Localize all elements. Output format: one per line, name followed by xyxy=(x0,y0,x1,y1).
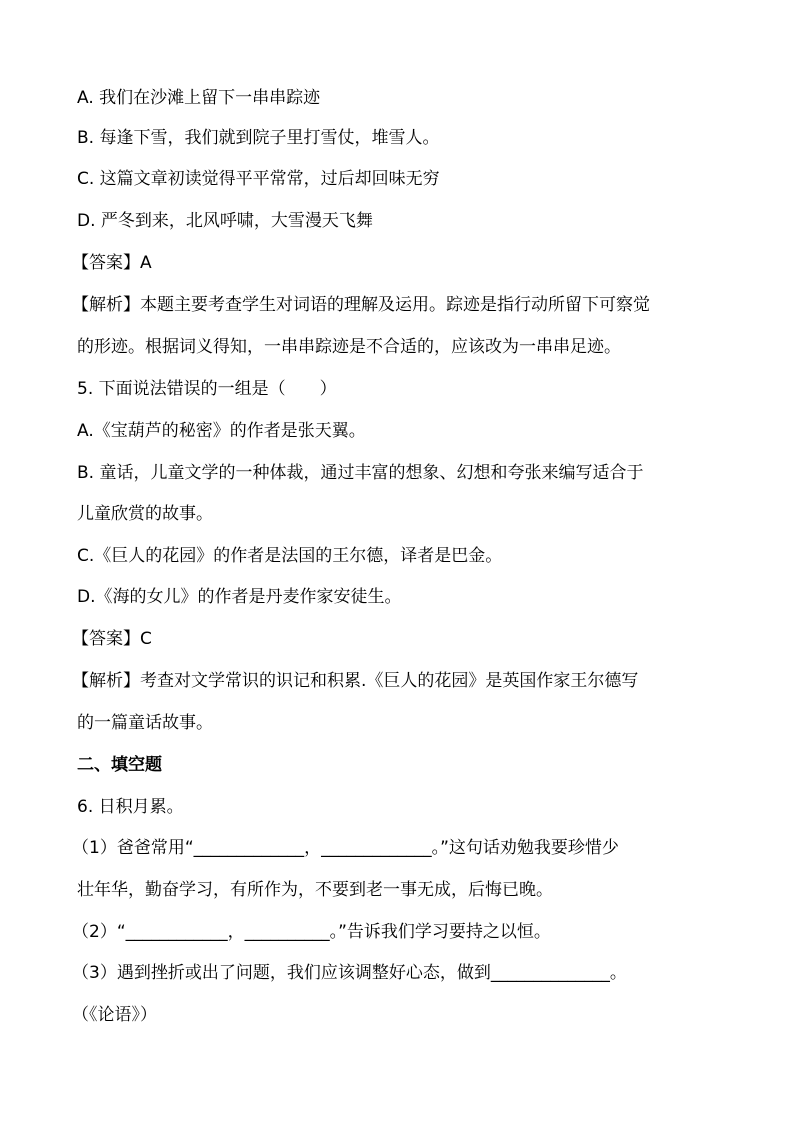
option-a-q4: A. 我们在沙滩上留下一串串踪迹 xyxy=(77,88,321,108)
question-5: 5. 下面说法错误的一组是（ ） xyxy=(77,379,337,399)
option-d-q4: D. 严冬到来，北风呼啸，大雪漫天飞舞 xyxy=(77,211,373,231)
option-c-q5: C.《巨人的花园》的作者是法国的王尔德，译者是巴金。 xyxy=(77,546,503,566)
option-b-q5-line1: B. 童话，儿童文学的一种体裁，通过丰富的想象、幻想和夸张来编写适合于 xyxy=(77,463,644,483)
analysis-q5-line2: 的一篇童话故事。 xyxy=(77,713,213,733)
option-c-q4: C. 这篇文章初读觉得平平常常，过后却回味无穷 xyxy=(77,169,440,189)
analysis-q5-line1: 【解析】考查对文学常识的识记和积累.《巨人的花园》是英国作家王尔德写 xyxy=(72,671,639,691)
answer-q5: 【答案】C xyxy=(72,629,152,649)
option-b-q4: B. 每逢下雪，我们就到院子里打雪仗，堆雪人。 xyxy=(77,128,440,148)
q6-item1-line1: （1）爸爸常用“_____________，_____________。”这句话劝勉我要珍惜少 xyxy=(72,838,619,858)
section-heading-fill-blank: 二、填空题 xyxy=(77,755,162,775)
analysis-q4-line2: 的形迹。根据词义得知，一串串踪迹是不合适的，应该改为一串串足迹。 xyxy=(77,337,621,357)
q6-item3: （3）遇到挫折或出了问题，我们应该调整好心态，做到______________。 xyxy=(72,963,627,983)
option-b-q5-line2: 儿童欣赏的故事。 xyxy=(77,504,213,524)
option-d-q5: D.《海的女儿》的作者是丹麦作家安徒生。 xyxy=(77,587,402,607)
q6-item2: （2）“____________，__________。”告诉我们学习要持之以恒。 xyxy=(72,922,551,942)
option-a-q5: A.《宝葫芦的秘密》的作者是张天翼。 xyxy=(77,421,366,441)
question-6: 6. 日积月累。 xyxy=(77,797,184,817)
q6-item1-line2: 壮年华，勤奋学习，有所作为，不要到老一事无成，后悔已晚。 xyxy=(77,880,553,900)
analysis-q4-line1: 【解析】本题主要考查学生对词语的理解及运用。踪迹是指行动所留下可察觉 xyxy=(72,295,650,315)
q6-item3-source: （《论语》） xyxy=(72,1005,157,1025)
answer-q4: 【答案】A xyxy=(72,253,152,273)
